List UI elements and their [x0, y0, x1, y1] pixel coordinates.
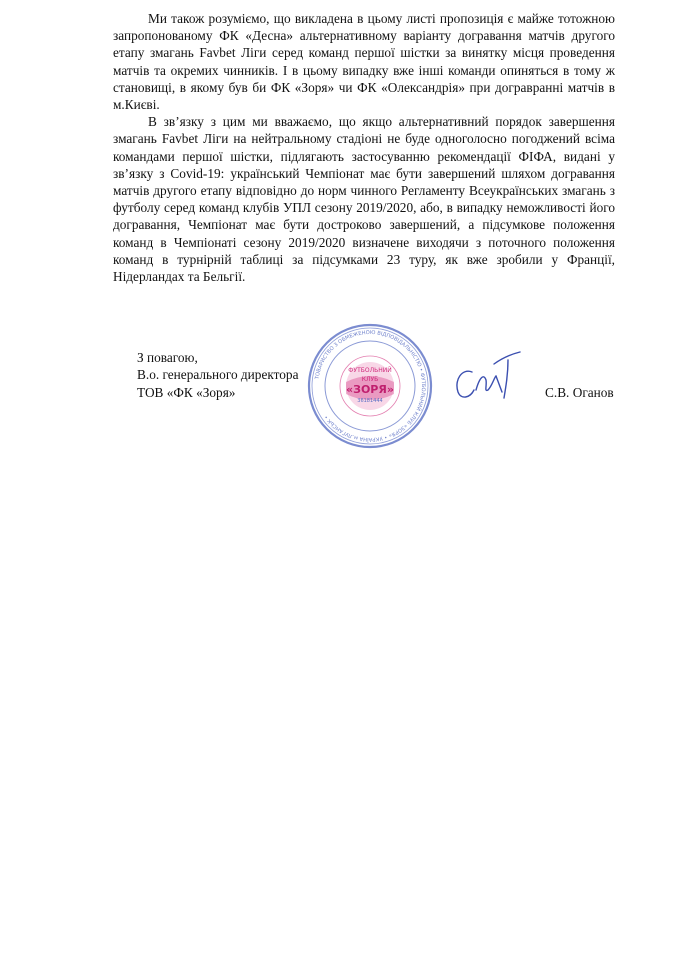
signature-block	[137, 349, 298, 401]
paragraph-2: В зв’язку з цим ми вважаємо, що якщо альтернативний порядок завершення змагань Favbet Ліги на нейтральному стадіоні не буде одноголосно погоджений всіма командами першої шістки, підлягають застосуванню рекомендації ФІФА, видані у зв’язку з Covid-19: український Чемпіонат має бути завершений шляхом догравання матчів другого етапу відповідно до норм чинного Регламенту Всеукраїнських змагань з футболу серед команд клубів УПЛ сезону 2019/2020, або, в випадку неможливості його догравання, Чемпіонат має бути достроково завершений, а підсумкове положення команд в Чемпіонаті сезону 2019/2020 визначене виходячи з поточного положення команд в турнірній таблиці за підсумками 23 туру, як вже зробили у Франції, Нідерландах та Бельгії.	[113, 114, 615, 285]
paragraph-1: Ми також розуміємо, що викладена в цьому листі пропозиція є майже тотожною запропонованому ФК «Десна» альтернативному варіанту догравання матчів другого етапу змагань Favbet Ліги серед команд першої шістки за винятку місця проведення матчів та окремих чинників. І в цьому випадку вже інші команди опиняться в тому ж становищі, в якому був би ФК «Зоря» чи ФК «Олександрія» при догравранні матчів в м.Києві.	[113, 11, 615, 113]
closing-line: З повагою,	[137, 350, 198, 365]
handwritten-signature	[450, 346, 530, 410]
svg-text:ТОВАРИСТВО З ОБМЕЖЕНОЮ ВІДПОВІ: ТОВАРИСТВО З ОБМЕЖЕНОЮ ВІДПОВІДАЛЬНІСТЮ • ФУТБОЛЬНИЙ КЛУБ «ЗОРЯ» • УКРАЇНА м.ЛУГАНСЬК •	[314, 329, 427, 443]
signer-organization: ТОВ «ФК «Зоря»	[137, 384, 236, 400]
stamp-center-mid: КЛУБ	[361, 376, 379, 383]
stamp-center-code: 36181444	[357, 398, 383, 404]
signer-position: В.о. генерального директора	[137, 367, 299, 383]
company-stamp	[306, 322, 434, 450]
stamp-center-main: «ЗОРЯ»	[346, 383, 394, 396]
stamp-center-top: ФУТБОЛЬНИЙ	[348, 367, 392, 374]
signer-name: С.В. Оганов	[545, 385, 614, 400]
letter-body	[113, 10, 615, 285]
